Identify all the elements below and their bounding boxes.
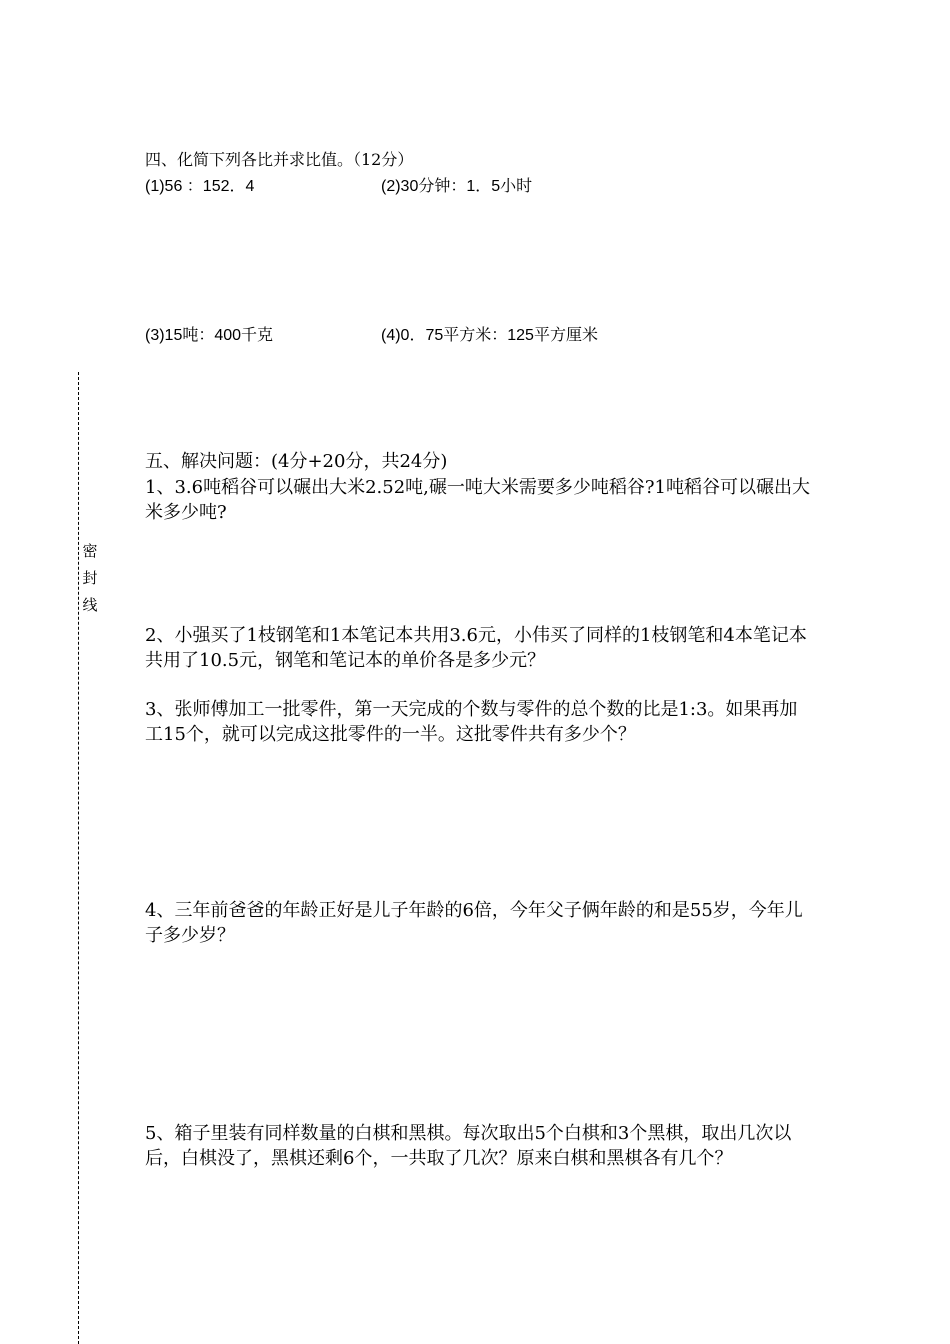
ratio-item-3: (3)15吨：400千克 [145, 327, 274, 344]
word-problem-4: 4、三年前爸爸的年龄正好是儿子年龄的6倍，今年父子俩年龄的和是55岁，今年儿子多少岁？ [145, 900, 803, 946]
ratio-item-1: (1)56 ：152．4 [145, 178, 255, 195]
word-problem-2: 2、小强买了1枝钢笔和1本笔记本共用3.6元，小伟买了同样的1枝钢笔和4本笔记本共用了10.5元，钢笔和笔记本的单价各是多少元？ [145, 625, 807, 671]
word-problem-3: 3、张师傅加工一批零件，第一天完成的个数与零件的总个数的比是1:3。如果再加工15个，就可以完成这批零件的一半。这批零件共有多少个？ [145, 699, 798, 745]
word-problem-5: 5、箱子里装有同样数量的白棋和黑棋。每次取出5个白棋和3个黑棋，取出几次以后，白棋没了，黑棋还剩6个，一共取了几次？原来白棋和黑棋各有几个？ [145, 1123, 792, 1169]
section-4-title: 四、化简下列各比并求比值。（12分） [145, 150, 414, 169]
ratio-item-4: (4)0．75平方米：125平方厘米 [381, 327, 598, 344]
word-problem-1: 1、3.6吨稻谷可以碾出大米2.52吨,碾一吨大米需要多少吨稻谷?1吨稻谷可以碾出大米多少吨? [145, 477, 810, 523]
seal-line-label: 密封线 [82, 542, 98, 614]
ratio-item-2: (2)30分钟：1．5小时 [381, 178, 533, 195]
seal-dashed-line [78, 372, 79, 1344]
section-5-title: 五、解决问题：(4分+20分，共24分) [145, 451, 448, 472]
